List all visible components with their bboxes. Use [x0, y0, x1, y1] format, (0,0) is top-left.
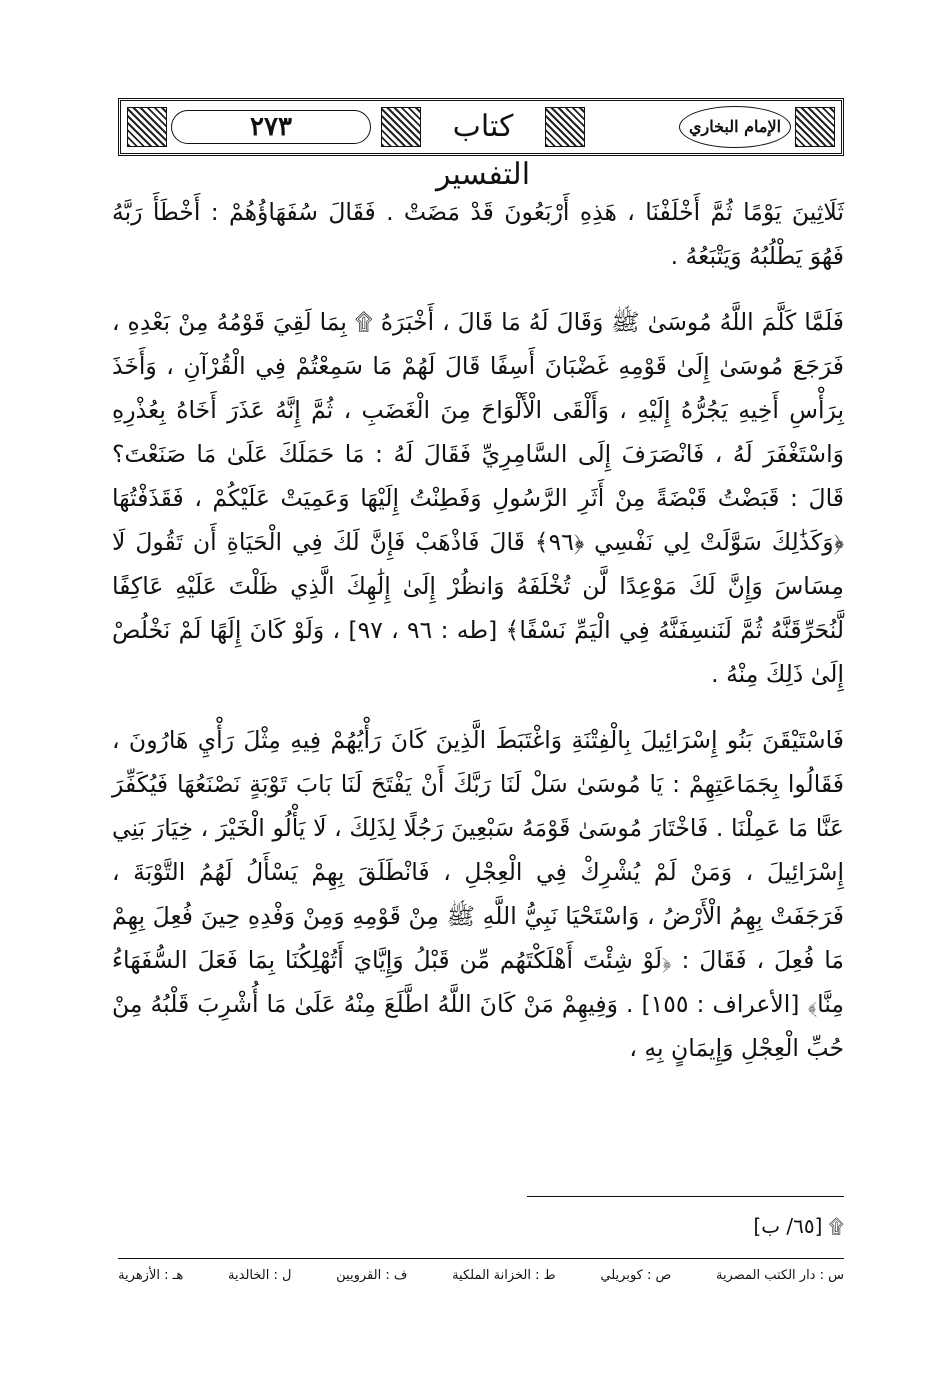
- main-text: [112, 190, 844, 1070]
- page-number: ٢٧٣: [171, 110, 371, 144]
- ornament-knot-icon: [545, 107, 585, 147]
- paragraph: ثَلَاثِينَ يَوْمًا ثُمَّ أَخْلَفْنَا ، هَذِهِ أَرْبَعُونَ قَدْ مَضَتْ . فَقَالَ سُفَهَاؤُهُمْ : أَخْطَأَ رَبَّهُ فَهُوَ يَطْلُبُهُ وَيَتْبَعُهُ .: [112, 198, 844, 270]
- footnote: ۩ [٦٥/ ب]: [753, 1214, 844, 1238]
- calligraphy-seal: الإمام البخاري: [679, 106, 791, 148]
- book-title: كتاب التفسير: [435, 109, 531, 192]
- source-item: س : دار الكتب المصرية: [715, 1268, 844, 1283]
- ornament-knot-icon: [127, 107, 167, 147]
- source-item: ط : الخزانة الملكية: [452, 1268, 556, 1283]
- source-item: ف : القرويين: [336, 1268, 408, 1283]
- footnote-divider: [527, 1196, 844, 1197]
- ornament-knot-icon: [795, 107, 835, 147]
- paragraph: فَاسْتَيْقَنَ بَنُو إِسْرَائِيلَ بِالْفِتْنَةِ وَاغْتَبَطَ الَّذِينَ كَانَ رَأْيُهُمْ فِيهِ مِثْلَ رَأْيِ هَارُونَ ، فَقَالُوا بِجَمَاعَتِهِمْ : يَا مُوسَىٰ سَلْ لَنَا رَبَّكَ أَنْ يَفْتَحَ لَنَا بَابَ تَوْبَةٍ نَصْنَعُهَا فَيُكَفِّرَ عَنَّا مَا عَمِلْنَا . فَاخْتَارَ مُوسَىٰ قَوْمَهُ سَبْعِينَ رَجُلًا لِذَلِكَ ، لَا يَأْلُو الْخَيْرَ ، خِيَارَ بَنِي إِسْرَائِيلَ ، وَمَنْ لَمْ يُشْرِكْ فِي الْعِجْلِ ، فَانْطَلَقَ بِهِمْ يَسْأَلُ لَهُمُ التَّوْبَةَ ، فَرَجَفَتْ بِهِمُ الْأَرْضُ ، وَاسْتَحْيَا نَبِيُّ اللَّهِ ﷺ مِنْ قَوْمِهِ وَمِنْ وَفْدِهِ حِينَ فُعِلَ بِهِمْ مَا فُعِلَ ، فَقَالَ : ﴿لَوْ شِئْتَ أَهْلَكْتَهُم مِّن قَبْلُ وَإِيَّايَ أَتُهْلِكُنَا بِمَا فَعَلَ السُّفَهَاءُ مِنَّا﴾ [الأعراف : ١٥٥] . وَفِيهِمْ مَنْ كَانَ اللَّهُ اطَّلَعَ مِنْهُ عَلَىٰ مَا أُشْرِبَ قَلْبُهُ مِنْ حُبِّ الْعِجْلِ وَإِيمَانٍ بِهِ ،: [112, 726, 844, 1062]
- ornament-knot-icon: [381, 107, 421, 147]
- sources-divider: [118, 1258, 844, 1259]
- source-item: ل : الخالدية: [228, 1268, 292, 1283]
- source-item: هـ : الأزهرية: [118, 1268, 184, 1283]
- manuscript-sources: [118, 1268, 844, 1283]
- source-item: ص : كوبريلي: [600, 1268, 672, 1283]
- page-header: [118, 98, 844, 192]
- paragraph: فَلَمَّا كَلَّمَ اللَّهُ مُوسَىٰ ﷺ وَقَالَ لَهُ مَا قَالَ ، أَخْبَرَهُ ۩ بِمَا لَقِيَ قَوْمُهُ مِنْ بَعْدِهِ ، فَرَجَعَ مُوسَىٰ إِلَىٰ قَوْمِهِ غَضْبَانَ أَسِفًا قَالَ لَهُمْ مَا سَمِعْتُمْ فِي الْقُرْآنِ ، وَأَخَذَ بِرَأْسِ أَخِيهِ يَجُرُّهُ إِلَيْهِ ، وَأَلْقَى الْأَلْوَاحَ مِنَ الْغَضَبِ ، ثُمَّ إِنَّهُ عَذَرَ أَخَاهُ بِعُذْرِهِ وَاسْتَغْفَرَ لَهُ ، فَانْصَرَفَ إِلَى السَّامِرِيِّ فَقَالَ لَهُ : مَا حَمَلَكَ عَلَىٰ مَا صَنَعْتَ؟ قَالَ : قَبَضْتُ قَبْضَةً مِنْ أَثَرِ الرَّسُولِ وَفَطِنْتُ إِلَيْهَا وَعَمِيَتْ عَلَيْكُمْ ، فَقَذَفْتُهَا ﴿وَكَذَٰلِكَ سَوَّلَتْ لِي نَفْسِي ﴿٩٦﴾ قَالَ فَاذْهَبْ فَإِنَّ لَكَ فِي الْحَيَاةِ أَن تَقُولَ لَا مِسَاسَ وَإِنَّ لَكَ مَوْعِدًا لَّن تُخْلَفَهُ وَانظُرْ إِلَىٰ إِلَٰهِكَ الَّذِي ظَلْتَ عَلَيْهِ عَاكِفًا لَّنُحَرِّقَنَّهُ ثُمَّ لَنَنسِفَنَّهُ فِي الْيَمِّ نَسْفًا﴾ [طه : ٩٦ ، ٩٧] ، وَلَوْ كَانَ إِلَهًا لَمْ نَخْلُصْ إِلَىٰ ذَلِكَ مِنْهُ .: [112, 308, 844, 688]
